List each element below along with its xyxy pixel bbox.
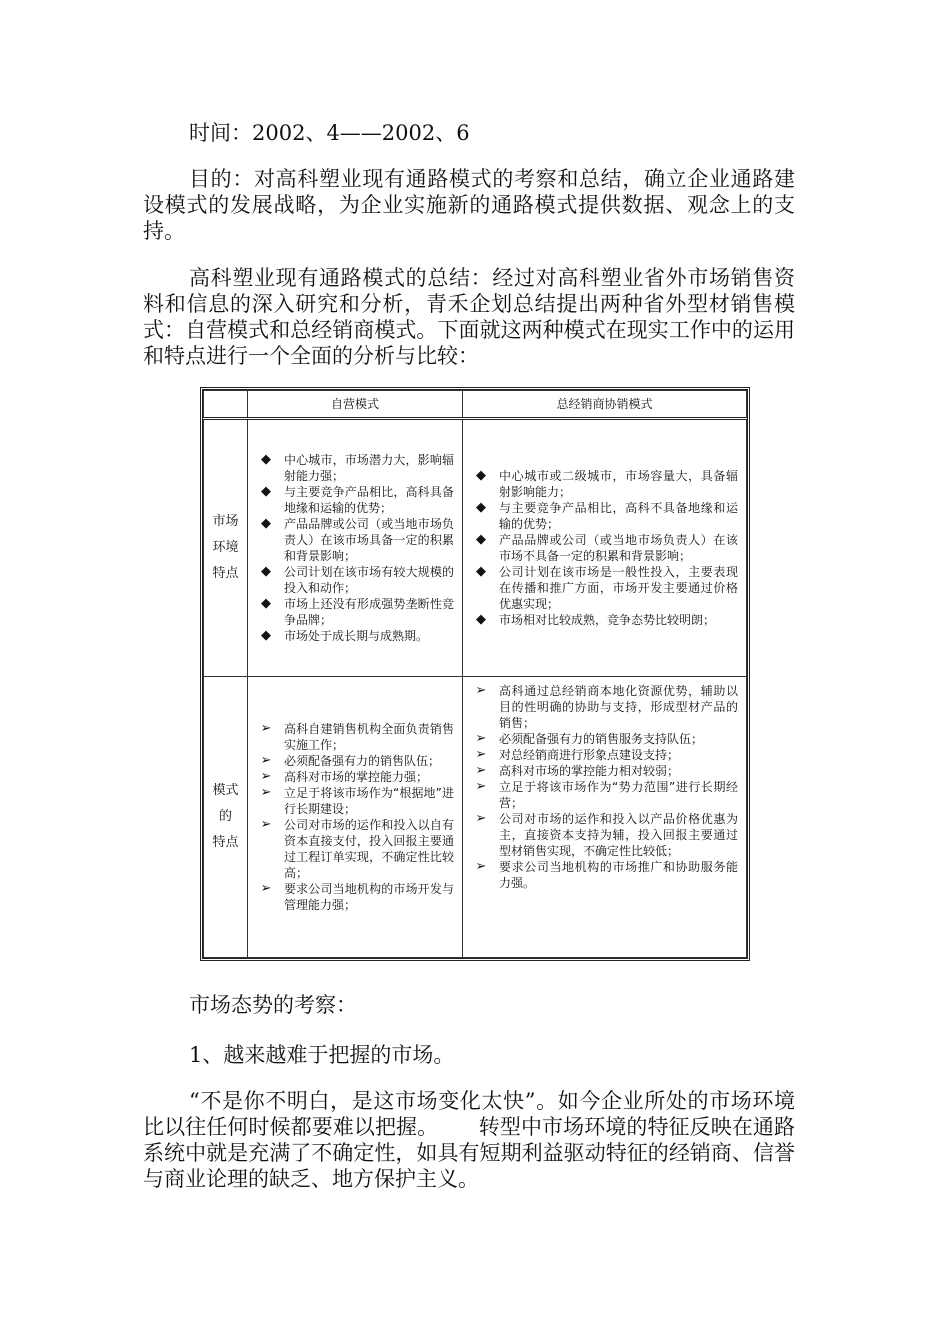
cell-distributor-mode: [463, 677, 747, 958]
list-item: [258, 564, 454, 596]
list-item-text: 要求公司当地机构的市场推广和协助服务能力强。: [499, 860, 738, 890]
table-header-row: [204, 391, 747, 419]
bullet-marker-icon: ➢: [475, 779, 487, 794]
list-item-text: 高科通过总经销商本地化资源优势，辅助以目的性明确的协助与支持，形成型材产品的销售；: [499, 684, 738, 730]
list-item-text: 与主要竞争产品相比，高科具备地缘和运输的优势；: [284, 485, 454, 515]
list-item: [258, 785, 454, 817]
list-item-text: 公司对市场的运作和投入以产品价格优惠为主，直接资本支持为辅，投入回报主要通过型材销售实现，不确定性比较低；: [499, 812, 738, 858]
cell-self-operated-market: [248, 419, 463, 677]
list-item: [258, 817, 454, 881]
list-item: [473, 500, 738, 532]
bullet-marker-icon: ◆: [261, 516, 271, 531]
row-label-line: 特点: [212, 566, 239, 581]
list-item-text: 市场相对比较成熟，竞争态势比较明朗；: [499, 613, 716, 627]
list-item-text: 必须配备强有力的销售队伍；: [284, 754, 441, 768]
list-item-text: 市场处于成长期与成熟期。: [284, 629, 429, 643]
paragraph-item-1: 1、越来越难于把握的市场。: [189, 1043, 455, 1067]
row-label-line: 市场: [212, 514, 239, 529]
list-item-text: 公司计划在该市场是一般性投入，主要表现在传播和推广方面，市场开发主要通过价格优惠实现；: [499, 565, 738, 611]
list-item-text: 高科对市场的掌控能力相对较弱；: [499, 764, 680, 778]
table-row-mode-features: [204, 677, 747, 958]
comparison-table-frame: [200, 387, 750, 961]
bullet-marker-icon: ◆: [261, 596, 271, 611]
list-self-operated-mode: [248, 715, 462, 919]
list-distributor-mode: [463, 677, 746, 897]
bullet-marker-icon: ◆: [261, 484, 271, 499]
list-item-text: 高科对市场的掌控能力强；: [284, 770, 429, 784]
bullet-marker-icon: ◆: [261, 628, 271, 643]
list-item: [258, 753, 454, 769]
column-header-distributor: 总经销商协销模式: [463, 391, 747, 419]
bullet-marker-icon: ◆: [476, 532, 486, 547]
comparison-table: [203, 390, 747, 958]
row-label-mode-features: [204, 677, 248, 958]
bullet-marker-icon: ➢: [475, 683, 487, 698]
list-item-text: 要求公司当地机构的市场开发与管理能力强；: [284, 882, 454, 912]
list-item: [258, 721, 454, 753]
list-self-operated-market: [248, 446, 462, 650]
bullet-marker-icon: ➢: [260, 785, 272, 800]
list-item-text: 对总经销商进行形象点建设支持；: [499, 748, 680, 762]
list-item-text: 市场上还没有形成强势垄断性竞争品牌；: [284, 597, 454, 627]
list-item-text: 中心城市或二级城市，市场容量大，具备辐射影响能力；: [499, 469, 738, 499]
list-item: [258, 628, 454, 644]
row-label-line: 特点: [212, 835, 239, 850]
paragraph-time: 时间：2002、4——2002、6: [189, 121, 470, 145]
list-item: [473, 468, 738, 500]
list-item: [473, 612, 738, 628]
list-item: [473, 763, 738, 779]
list-item-text: 与主要竞争产品相比，高科不具备地缘和运输的优势；: [499, 501, 738, 531]
row-label-line: 模式: [212, 783, 239, 798]
list-item-text: 必须配备强有力的销售服务支持队伍；: [499, 732, 704, 746]
list-item: [473, 779, 738, 811]
list-item: [258, 516, 454, 564]
row-label-line: 环境: [212, 540, 239, 555]
row-label-market-environment: [204, 419, 248, 677]
paragraph-market-situation: 市场态势的考察：: [189, 993, 357, 1017]
list-item: [258, 881, 454, 913]
paragraph-summary: 高科塑业现有通路模式的总结：经过对高科塑业省外市场销售资料和信息的深入研究和分析，青禾企划总结提出两种省外型材销售模式：自营模式和总经销商模式。下面就这两种模式在现实工作中的运用和特点进行一个全面的分析与比较：: [143, 266, 795, 368]
list-item-text: 中心城市，市场潜力大，影响辐射能力强；: [284, 453, 454, 483]
bullet-marker-icon: ◆: [476, 468, 486, 483]
table-row-market-environment: [204, 419, 747, 677]
list-item: [473, 683, 738, 731]
bullet-marker-icon: ➢: [475, 747, 487, 762]
bullet-marker-icon: ◆: [261, 564, 271, 579]
bullet-marker-icon: ➢: [475, 763, 487, 778]
bullet-marker-icon: ➢: [260, 769, 272, 784]
list-item-text: 公司对市场的运作和投入以自有资本直接支付，投入回报主要通过工程订单实现，不确定性比较高；: [284, 818, 454, 880]
bullet-marker-icon: ◆: [476, 612, 486, 627]
bullet-marker-icon: ➢: [260, 817, 272, 832]
table-corner-cell: [204, 391, 248, 419]
list-item-text: 公司计划在该市场有较大规模的投入和动作；: [284, 565, 454, 595]
row-label-line: 的: [218, 809, 232, 824]
list-item-text: 立足于将该市场作为“根据地”进行长期建设；: [284, 786, 454, 816]
bullet-marker-icon: ◆: [476, 500, 486, 515]
list-item: [473, 859, 738, 891]
list-distributor-market: [463, 462, 746, 634]
list-item-text: 立足于将该市场作为“势力范围”进行长期经营；: [499, 780, 738, 810]
list-item-text: 产品品牌或公司（或当地市场负责人）在该市场具备一定的积累和背景影响；: [284, 517, 454, 563]
list-item: [473, 747, 738, 763]
bullet-marker-icon: ◆: [476, 564, 486, 579]
list-item-text: 高科自建销售机构全面负责销售实施工作；: [284, 722, 454, 752]
bullet-marker-icon: ➢: [475, 859, 487, 874]
list-item: [258, 769, 454, 785]
list-item: [258, 452, 454, 484]
list-item: [258, 596, 454, 628]
cell-distributor-market: [463, 419, 747, 677]
list-item: [473, 532, 738, 564]
paragraph-quote: “不是你不明白，是这市场变化太快”。如今企业所处的市场环境比以往任何时候都要难以把握。 转型中市场环境的特征反映在通路系统中就是充满了不确定性，如具有短期利益驱动特征的经销商、信誉与商业论理的缺乏、地方保护主义。: [143, 1089, 795, 1191]
bullet-marker-icon: ➢: [260, 753, 272, 768]
bullet-marker-icon: ➢: [260, 721, 272, 736]
list-item: [473, 564, 738, 612]
bullet-marker-icon: ➢: [260, 881, 272, 896]
list-item-text: 产品品牌或公司（或当地市场负责人）在该市场不具备一定的积累和背景影响；: [499, 533, 738, 563]
bullet-marker-icon: ◆: [261, 452, 271, 467]
list-item: [258, 484, 454, 516]
cell-self-operated-mode: [248, 677, 463, 958]
column-header-self-operated: 自营模式: [248, 391, 463, 419]
bullet-marker-icon: ➢: [475, 811, 487, 826]
list-item: [473, 731, 738, 747]
bullet-marker-icon: ➢: [475, 731, 487, 746]
paragraph-goal: 目的：对高科塑业现有通路模式的考察和总结，确立企业通路建设模式的发展战略，为企业实施新的通路模式提供数据、观念上的支持。: [143, 167, 795, 243]
list-item: [473, 811, 738, 859]
